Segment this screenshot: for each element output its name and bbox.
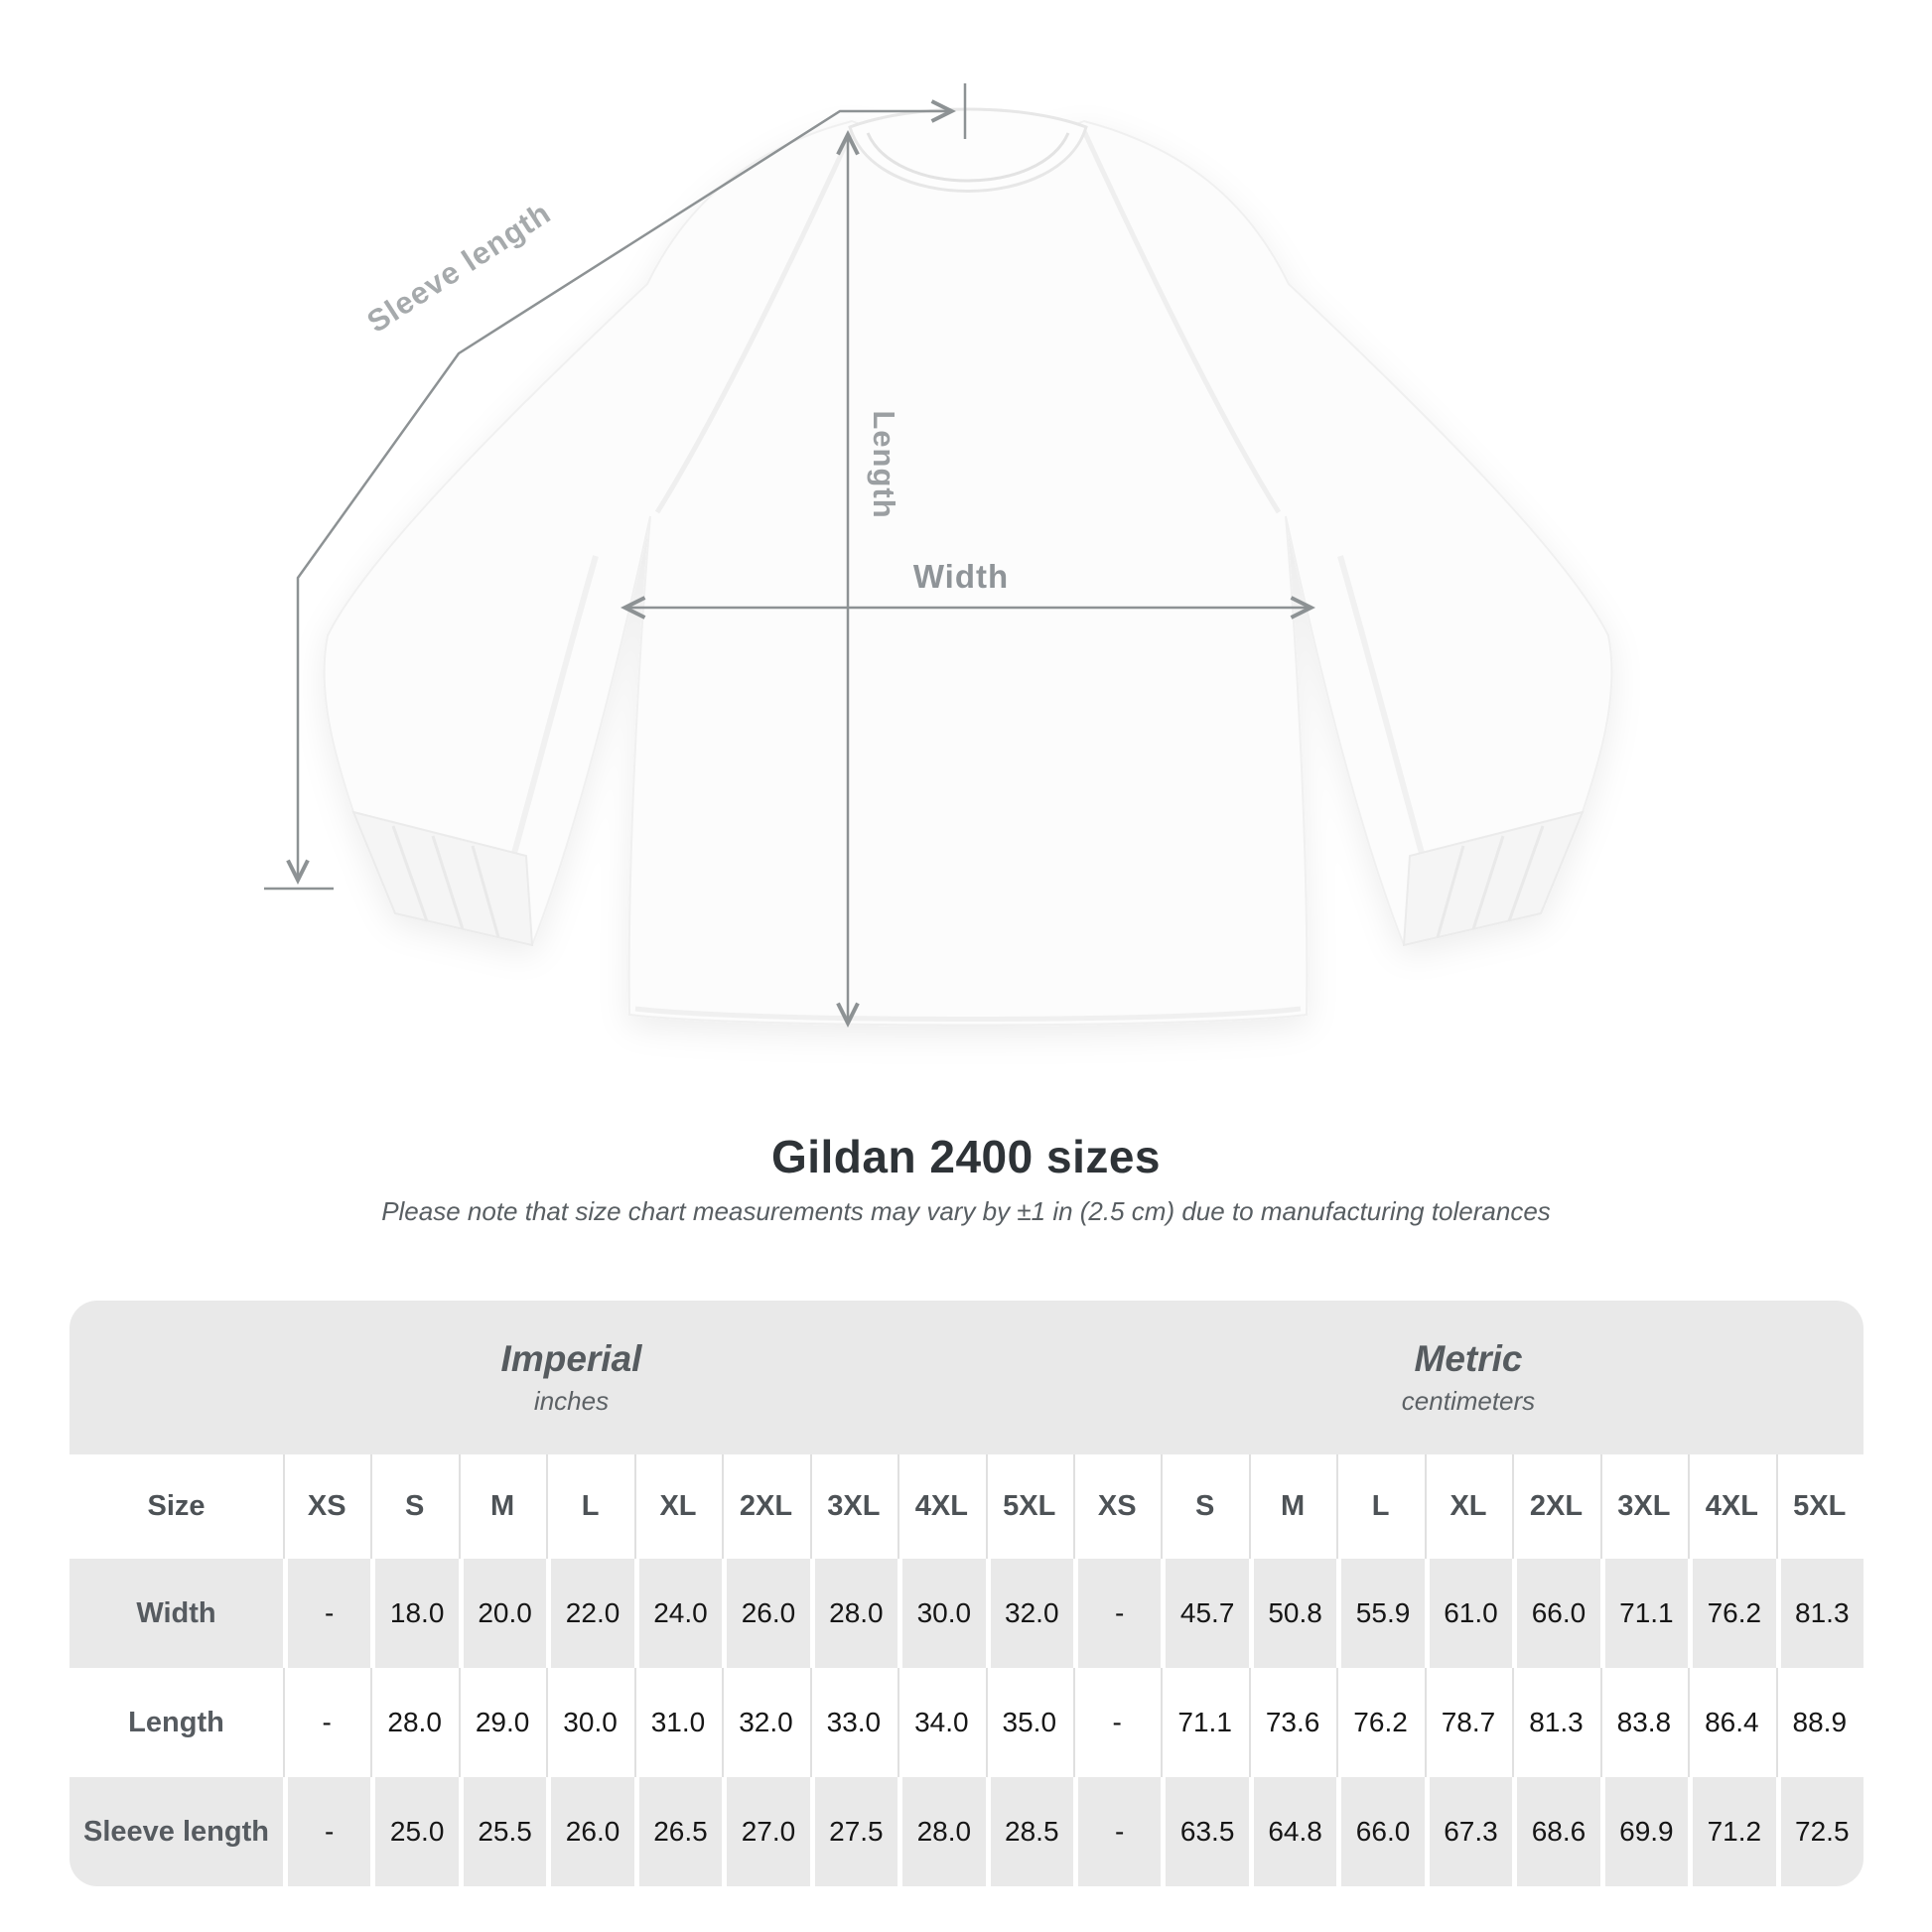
- met-size-s: S: [1161, 1454, 1248, 1559]
- page-title: Gildan 2400 sizes: [770, 1131, 1162, 1182]
- sleeve-imp-xs: -: [283, 1777, 370, 1886]
- length-met-xl: 78.7: [1425, 1668, 1512, 1777]
- imperial-unit: inches: [533, 1386, 610, 1416]
- imp-size-3xl: 3XL: [810, 1454, 897, 1559]
- width-met-l: 55.9: [1336, 1559, 1424, 1668]
- width-imp-4xl: 30.0: [897, 1559, 985, 1668]
- imp-size-m: M: [459, 1454, 546, 1559]
- length-imp-m: 29.0: [459, 1668, 546, 1777]
- imp-size-5xl: 5XL: [986, 1454, 1073, 1559]
- length-imp-5xl: 35.0: [986, 1668, 1073, 1777]
- width-imp-2xl: 26.0: [722, 1559, 809, 1668]
- imp-size-xl: XL: [634, 1454, 722, 1559]
- sleeve-imp-s: 25.0: [370, 1777, 458, 1886]
- length-met-m: 73.6: [1249, 1668, 1336, 1777]
- sleeve-imp-4xl: 28.0: [897, 1777, 985, 1886]
- table-row-length: [69, 1668, 1863, 1777]
- width-met-s: 45.7: [1161, 1559, 1248, 1668]
- length-imp-l: 30.0: [546, 1668, 633, 1777]
- width-met-xl: 61.0: [1425, 1559, 1512, 1668]
- sleeve-imp-5xl: 28.5: [986, 1777, 1073, 1886]
- width-met-m: 50.8: [1249, 1559, 1336, 1668]
- imperial-section-header: [69, 1301, 1073, 1454]
- imp-size-2xl: 2XL: [722, 1454, 809, 1559]
- width-met-5xl: 81.3: [1776, 1559, 1863, 1668]
- width-imp-xs: -: [283, 1559, 370, 1668]
- met-size-4xl: 4XL: [1688, 1454, 1775, 1559]
- page-subtitle: Please note that size chart measurements may vary by ±1 in (2.5 cm) due to manufacturing tolerances: [381, 1196, 1551, 1226]
- length-met-3xl: 83.8: [1600, 1668, 1688, 1777]
- metric-label: Metric: [1414, 1338, 1523, 1379]
- sleeve-met-l: 66.0: [1336, 1777, 1424, 1886]
- table-row-sleeve-length: [69, 1777, 1863, 1886]
- imperial-label: Imperial: [500, 1338, 642, 1379]
- sleeve-length-label: Sleeve length: [360, 195, 558, 340]
- row-label-sleeve-length: Sleeve length: [69, 1777, 283, 1886]
- width-label: Width: [912, 558, 1010, 595]
- width-imp-3xl: 28.0: [810, 1559, 897, 1668]
- width-met-xs: -: [1073, 1559, 1161, 1668]
- size-table: [69, 1301, 1863, 1886]
- length-imp-2xl: 32.0: [722, 1668, 809, 1777]
- sleeve-met-2xl: 68.6: [1512, 1777, 1599, 1886]
- sleeve-met-3xl: 69.9: [1600, 1777, 1688, 1886]
- row-label-width: Width: [69, 1559, 283, 1668]
- length-met-2xl: 81.3: [1512, 1668, 1599, 1777]
- metric-unit: centimeters: [1401, 1386, 1536, 1416]
- met-size-3xl: 3XL: [1600, 1454, 1688, 1559]
- imp-size-xs: XS: [283, 1454, 370, 1559]
- length-imp-s: 28.0: [370, 1668, 458, 1777]
- sleeve-met-xs: -: [1073, 1777, 1161, 1886]
- sleeve-met-m: 64.8: [1249, 1777, 1336, 1886]
- sleeve-imp-m: 25.5: [459, 1777, 546, 1886]
- width-imp-m: 20.0: [459, 1559, 546, 1668]
- sleeve-imp-l: 26.0: [546, 1777, 633, 1886]
- length-imp-4xl: 34.0: [897, 1668, 985, 1777]
- length-imp-xl: 31.0: [634, 1668, 722, 1777]
- table-header-row: [69, 1454, 1863, 1559]
- width-met-2xl: 66.0: [1512, 1559, 1599, 1668]
- met-size-l: L: [1336, 1454, 1424, 1559]
- imp-size-4xl: 4XL: [897, 1454, 985, 1559]
- sleeve-imp-3xl: 27.5: [810, 1777, 897, 1886]
- width-imp-xl: 24.0: [634, 1559, 722, 1668]
- length-met-l: 76.2: [1336, 1668, 1424, 1777]
- length-met-xs: -: [1073, 1668, 1161, 1777]
- sleeve-met-5xl: 72.5: [1776, 1777, 1863, 1886]
- sleeve-met-xl: 67.3: [1425, 1777, 1512, 1886]
- sleeve-met-4xl: 71.2: [1688, 1777, 1775, 1886]
- width-imp-s: 18.0: [370, 1559, 458, 1668]
- met-size-xl: XL: [1425, 1454, 1512, 1559]
- imp-size-s: S: [370, 1454, 458, 1559]
- length-imp-3xl: 33.0: [810, 1668, 897, 1777]
- width-met-4xl: 76.2: [1688, 1559, 1775, 1668]
- metric-section-header: [1073, 1301, 1863, 1454]
- met-size-xs: XS: [1073, 1454, 1161, 1559]
- width-imp-l: 22.0: [546, 1559, 633, 1668]
- imp-size-l: L: [546, 1454, 633, 1559]
- corner-header: Size: [147, 1490, 206, 1522]
- length-met-s: 71.1: [1161, 1668, 1248, 1777]
- length-met-4xl: 86.4: [1688, 1668, 1775, 1777]
- met-size-m: M: [1249, 1454, 1336, 1559]
- length-imp-xs: -: [283, 1668, 370, 1777]
- sleeve-imp-xl: 26.5: [634, 1777, 722, 1886]
- unit-band: [69, 1301, 1863, 1454]
- width-imp-5xl: 32.0: [986, 1559, 1073, 1668]
- sleeve-met-s: 63.5: [1161, 1777, 1248, 1886]
- length-label: Length: [867, 410, 901, 519]
- row-label-length: Length: [128, 1706, 224, 1738]
- sleeve-imp-2xl: 27.0: [722, 1777, 809, 1886]
- width-met-3xl: 71.1: [1600, 1559, 1688, 1668]
- met-size-5xl: 5XL: [1776, 1454, 1863, 1559]
- length-met-5xl: 88.9: [1776, 1668, 1863, 1777]
- met-size-2xl: 2XL: [1512, 1454, 1599, 1559]
- table-row-width: [69, 1559, 1863, 1668]
